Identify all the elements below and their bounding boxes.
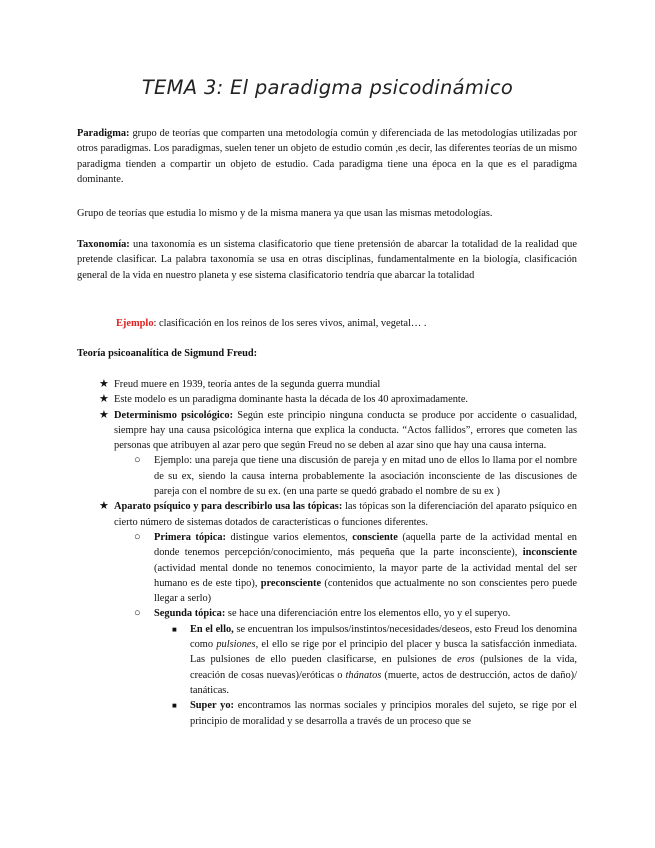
star-bullet-icon: ★ bbox=[99, 408, 109, 421]
square-bullet-icon: ■ bbox=[172, 624, 177, 634]
star-bullet-icon: ★ bbox=[99, 378, 109, 390]
list-item: ★ Este modelo es un paradigma dominante hasta la década de los 40 aproximadamente. bbox=[77, 392, 577, 407]
ejemplo-label: Ejemplo bbox=[116, 318, 154, 329]
aparato-term: Aparato psíquico y para describirlo usa las tópicas: bbox=[114, 501, 343, 513]
grupo-paragraph: Grupo de teorías que estudia lo mismo y de la misma manera ya que usan las mismas metodologías. bbox=[77, 208, 493, 219]
freud-heading: Teoría psicoanalítica de Sigmund Freud: bbox=[77, 348, 258, 359]
square-bullet-icon: ■ bbox=[172, 701, 177, 711]
ejemplo-text: : clasificación en los reinos de los seres vivos, animal, vegetal… . bbox=[153, 318, 427, 329]
taxonomia-text: una taxonomía es un sistema clasificatorio que tiene pretensión de abarcar la totalidad de la realidad que pretende clasificar. La palabra taxonomía se usa en otras disciplinas, fundamentalmente en la biología, clasificación general de la vida en nuestro planeta y ese sistema clasificatorio tendría que abarcar la totalidad bbox=[77, 239, 577, 281]
circle-bullet-icon: ○ bbox=[134, 454, 141, 467]
taxonomia-term: Taxonomía: bbox=[77, 239, 130, 250]
paradigma-text: grupo de teorías que comparten una metodología común y diferenciada de las metodologías utilizadas por otros paradigmas. Los paradigmas, suelen tener un objeto de estudio común ,es decir, las diferentes teorías de un mismo paradigma tienden a compartir un objeto de estudio. Cada paradigma tiene una época en la que es el paradigma dominante. bbox=[77, 128, 577, 185]
determinismo-term: Determinismo psicológico: bbox=[114, 409, 234, 421]
sub-sub-list-item: ■ Super yo: encontramos las normas sociales y principios morales del sujeto, se rige por el principio de moralidad y se desarrolla a través de un proceso que se bbox=[77, 698, 577, 729]
sub-list-item: ○ Primera tópica: distingue varios elementos, consciente (aquella parte de la actividad mental en donde tenemos percepción/conocimiento, más pequeña que la parte inconsciente), inconsciente (actividad mental donde no tenemos conocimiento, la mayor parte de la actividad mental del ser humano es de este tipo), preconsciente (contenidos que actualmente no son conscientes pero puede llegar a serlo) bbox=[77, 530, 577, 606]
star-bullet-icon: ★ bbox=[99, 393, 109, 406]
sub-list-item: ○ Ejemplo: una pareja que tiene una discusión de pareja y en mitad uno de ellos lo llama por el nombre de su ex, siendo la causa interna probablemente la asociación inconsciente de las discusiones de pareja con el nombre de su ex. (en una parte se quedó grabado el nombre de su ex ) bbox=[77, 453, 577, 499]
freud-list bbox=[77, 377, 577, 729]
taxonomia-paragraph bbox=[77, 237, 577, 283]
sub-list-item: ○ Segunda tópica: se hace una diferenciación entre los elementos ello, yo y el superyo. bbox=[77, 606, 577, 621]
page-title: TEMA 3: El paradigma psicodinámico bbox=[141, 76, 514, 99]
sub-sub-list-item: ■ En el ello, se encuentran los impulsos/instintos/necesidades/deseos, esto Freud los denomina como pulsiones, el ello se rige por el principio del placer y busca la satisfacción inmediata. Las pulsiones de ello pueden clasificarse, en pulsiones de eros (pulsiones de la vida, creación de cosas nuevas)/eróticas o thánatos (muerte, actos de destrucción, actos de daño)/ tanáticas. bbox=[77, 622, 577, 698]
list-item: ★ Freud muere en 1939, teoría antes de la segunda guerra mundial bbox=[77, 377, 577, 392]
paradigma-term: Paradigma: bbox=[77, 128, 130, 139]
paradigma-paragraph bbox=[77, 126, 577, 187]
list-item: ★ Determinismo psicológico: Según este principio ninguna conducta se produce por accidente o casualidad, siempre hay una causa psicológica interna que explica la conducta. “Actos fallidos”, errores que cometen las personas que atribuyen al azar pero que según Freud no se deben al azar sino que hay una causa interna. bbox=[77, 408, 577, 454]
ejemplo-paragraph bbox=[116, 316, 576, 331]
circle-bullet-icon: ○ bbox=[134, 607, 141, 620]
circle-bullet-icon: ○ bbox=[134, 530, 141, 543]
star-bullet-icon: ★ bbox=[99, 500, 109, 513]
list-item: ★ Aparato psíquico y para describirlo usa las tópicas: las tópicas son la diferenciación del aparato psíquico en cierto número de sistemas dotados de características o funciones diferentes. bbox=[77, 499, 577, 530]
